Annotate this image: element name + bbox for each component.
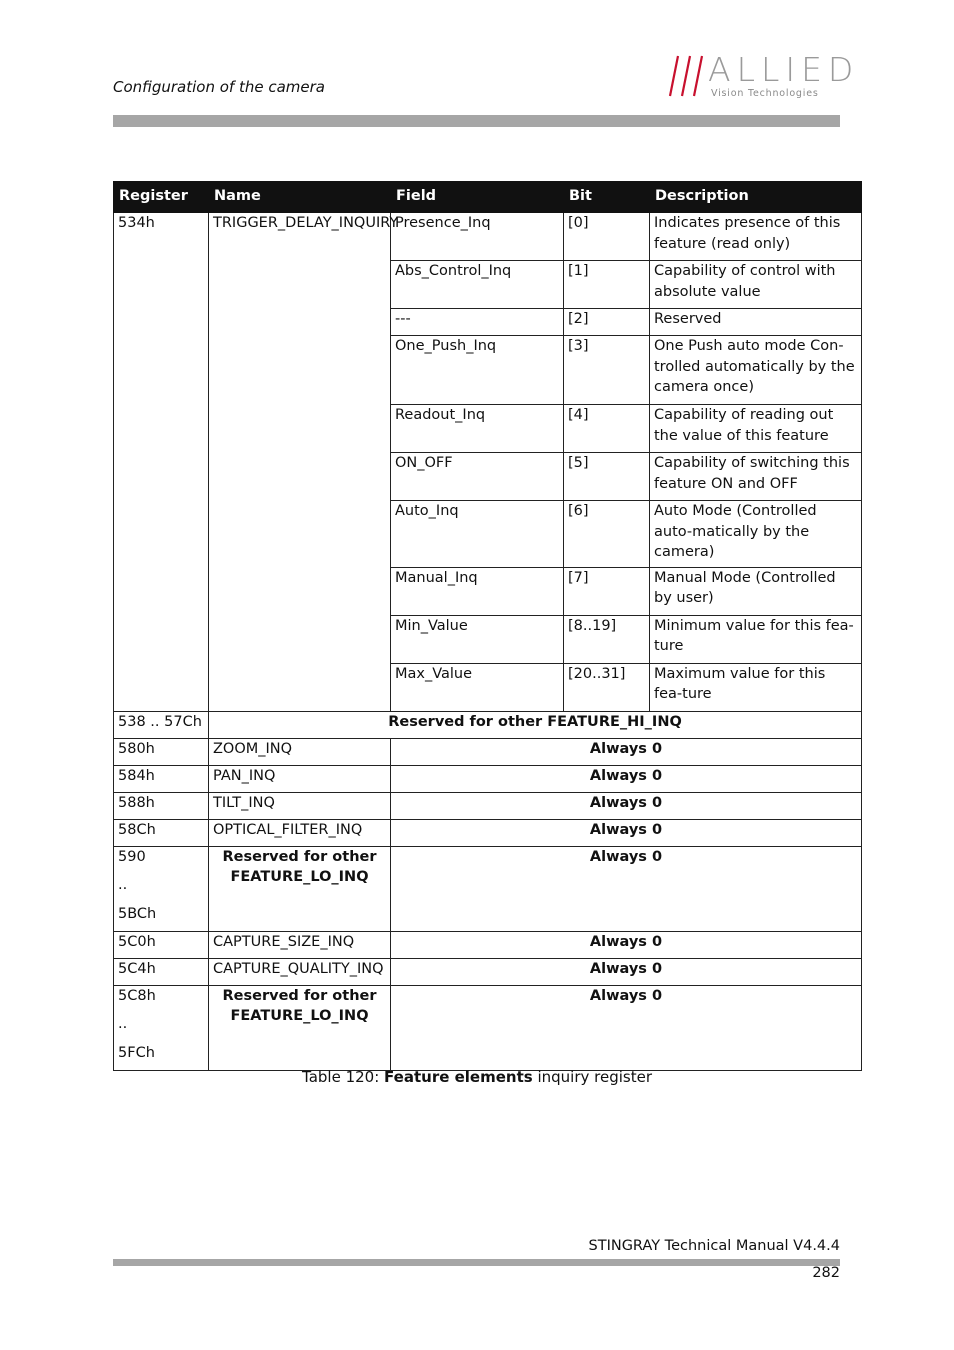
- feature-elements-table: [113, 181, 862, 1071]
- reserved-lo-name-cell: [209, 846, 391, 931]
- table-row: [114, 958, 862, 985]
- register-cell: 5C0h: [114, 931, 209, 958]
- page-number: 282: [812, 1265, 840, 1281]
- field-cell: One_Push_Inq: [391, 336, 564, 405]
- footer-manual-title: STINGRAY Technical Manual V4.4.4: [588, 1238, 840, 1254]
- bit-cell: [3]: [564, 336, 650, 405]
- reserved-lo-name-line2: FEATURE_LO_INQ: [230, 1008, 369, 1024]
- name-cell: CAPTURE_SIZE_INQ: [209, 931, 391, 958]
- bit-cell: [2]: [564, 309, 650, 336]
- value-cell: Always 0: [391, 931, 862, 958]
- bit-cell: [7]: [564, 567, 650, 615]
- table-row: [114, 819, 862, 846]
- description-cell: Reserved: [650, 309, 862, 336]
- bit-cell: [20..31]: [564, 663, 650, 711]
- value-cell: Always 0: [391, 765, 862, 792]
- column-header-register: Register: [114, 182, 209, 213]
- register-range-dots: ..: [118, 1016, 128, 1032]
- field-cell: Auto_Inq: [391, 501, 564, 568]
- logo-wordmark: ALLIED: [708, 50, 860, 89]
- register-cell: 5C4h: [114, 958, 209, 985]
- field-cell: Max_Value: [391, 663, 564, 711]
- caption-prefix: Table 120:: [302, 1068, 385, 1086]
- bit-cell: [4]: [564, 405, 650, 453]
- description-cell: Manual Mode (Controlled by user): [650, 567, 862, 615]
- description-cell: Maximum value for this fea-ture: [650, 663, 862, 711]
- value-cell: Always 0: [391, 792, 862, 819]
- field-cell: ---: [391, 309, 564, 336]
- column-header-name: Name: [209, 182, 391, 213]
- field-cell: Min_Value: [391, 615, 564, 663]
- description-cell: Auto Mode (Controlled auto-matically by the camera): [650, 501, 862, 568]
- register-cell: 538 .. 57Ch: [114, 711, 209, 738]
- description-cell: Capability of reading out the value of this feature: [650, 405, 862, 453]
- table-row: [114, 792, 862, 819]
- column-header-bit: Bit: [564, 182, 650, 213]
- register-cell: 588h: [114, 792, 209, 819]
- bit-cell: [8..19]: [564, 615, 650, 663]
- name-cell: ZOOM_INQ: [209, 738, 391, 765]
- bit-cell: [5]: [564, 453, 650, 501]
- field-cell: Abs_Control_Inq: [391, 261, 564, 309]
- footer-divider: [113, 1259, 840, 1266]
- register-range-start: 5C8h: [118, 987, 156, 1004]
- description-cell: Minimum value for this fea-ture: [650, 615, 862, 663]
- reserved-lo-name-line1: Reserved for other: [222, 987, 377, 1004]
- register-range-dots: ..: [118, 877, 128, 893]
- bit-cell: [0]: [564, 213, 650, 261]
- value-cell: Always 0: [391, 846, 862, 931]
- allied-logo: [668, 50, 860, 102]
- logo-subtext: Vision Technologies: [711, 88, 819, 99]
- table-row: [114, 985, 862, 1070]
- reserved-lo-name-cell: [209, 985, 391, 1070]
- value-cell: Always 0: [391, 958, 862, 985]
- section-title: Configuration of the camera: [113, 78, 325, 96]
- field-cell: ON_OFF: [391, 453, 564, 501]
- table-row: [114, 711, 862, 738]
- table-header-row: [114, 182, 862, 213]
- description-cell: Indicates presence of this feature (read only): [650, 213, 862, 261]
- register-cell: 580h: [114, 738, 209, 765]
- bit-cell: [1]: [564, 261, 650, 309]
- table-row: [114, 846, 862, 931]
- column-header-field: Field: [391, 182, 564, 213]
- table-row: [114, 738, 862, 765]
- logo-slashes-icon: [668, 54, 708, 100]
- name-cell: OPTICAL_FILTER_INQ: [209, 819, 391, 846]
- field-cell: Readout_Inq: [391, 405, 564, 453]
- header-divider: [113, 115, 840, 127]
- field-cell: Presence_Inq: [391, 213, 564, 261]
- name-cell: TILT_INQ: [209, 792, 391, 819]
- register-range-cell: [114, 846, 209, 931]
- register-range-cell: [114, 985, 209, 1070]
- value-cell: Always 0: [391, 738, 862, 765]
- reserved-lo-name-line1: Reserved for other: [222, 848, 377, 865]
- register-range-start: 590: [118, 848, 146, 865]
- register-cell: 584h: [114, 765, 209, 792]
- reserved-hi-cell: Reserved for other FEATURE_HI_INQ: [209, 711, 862, 738]
- caption-bold: Feature elements: [384, 1068, 533, 1086]
- value-cell: Always 0: [391, 819, 862, 846]
- register-cell: 534h: [114, 213, 209, 712]
- field-cell: Manual_Inq: [391, 567, 564, 615]
- name-cell: PAN_INQ: [209, 765, 391, 792]
- name-cell: CAPTURE_QUALITY_INQ: [209, 958, 391, 985]
- table-row: [114, 213, 862, 261]
- register-range-end: 5FCh: [118, 1044, 155, 1061]
- table-caption: [0, 1068, 954, 1086]
- name-cell: TRIGGER_DELAY_INQUIRY: [209, 213, 391, 712]
- bit-cell: [6]: [564, 501, 650, 568]
- reserved-lo-name-line2: FEATURE_LO_INQ: [230, 869, 369, 885]
- register-range-end: 5BCh: [118, 905, 157, 922]
- value-cell: Always 0: [391, 985, 862, 1070]
- table-row: [114, 931, 862, 958]
- register-cell: 58Ch: [114, 819, 209, 846]
- caption-suffix: inquiry register: [532, 1068, 652, 1086]
- column-header-description: Description: [650, 182, 862, 213]
- description-cell: Capability of control with absolute value: [650, 261, 862, 309]
- description-cell: Capability of switching this feature ON and OFF: [650, 453, 862, 501]
- description-cell: One Push auto mode Con-trolled automatically by the camera once): [650, 336, 862, 405]
- table-row: [114, 765, 862, 792]
